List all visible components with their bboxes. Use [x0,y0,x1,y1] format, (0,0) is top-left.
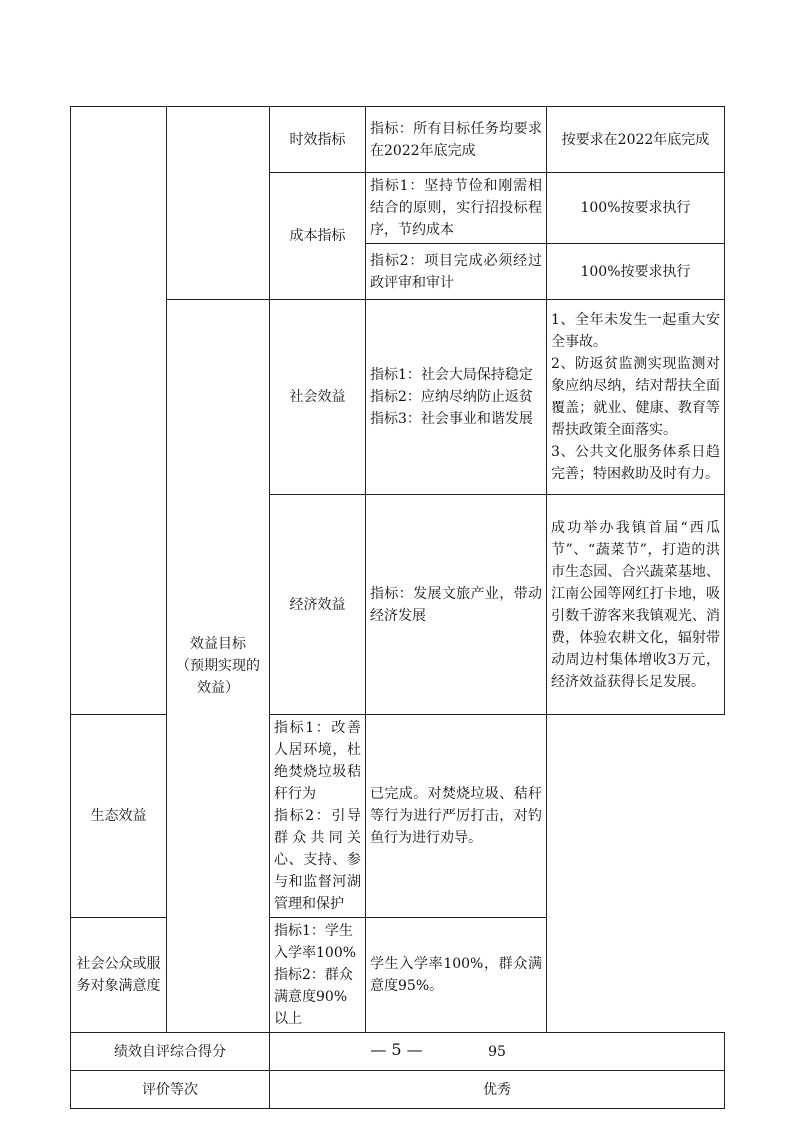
satisfaction-indicator: 指标1：学生入学率100% 指标2：群众满意度90%以上 [270,918,366,1033]
timeliness-indicator: 指标：所有目标任务均要求在2022年底完成 [366,107,547,173]
ecological-benefit-value: 已完成。对焚烧垃圾、秸秆等行为进行严厉打击，对钓鱼行为进行劝导。 [366,715,547,918]
blank-category-cell [167,107,270,300]
satisfaction-label: 社会公众或服务对象满意度 [71,918,167,1033]
economic-benefit-label: 经济效益 [270,495,366,715]
cost-value-2: 100%按要求执行 [547,244,725,300]
score-label: 绩效自评综合得分 [71,1033,270,1071]
satisfaction-value: 学生入学率100%，群众满意度95%。 [366,918,547,1033]
cost-indicator-1: 指标1：坚持节俭和刚需相结合的原则，实行招投标程序，节约成本 [366,173,547,244]
economic-benefit-value: 成功举办我镇首届“西瓜节”、“蔬菜节”，打造的洪市生态园、合兴蔬菜基地、江南公园等网红打卡地，吸引数千游客来我镇观光、消费，体验农耕文化，辐射带动周边村集体增收3万元，经济效益获得长足发展。 [547,495,725,715]
table-row [71,107,725,173]
table-row [71,300,725,495]
social-benefit-value: 1、全年未发生一起重大安全事故。 2、防返贫监测实现监测对象应纳尽纳，结对帮扶全面覆盖；就业、健康、教育等帮扶政策全面落实。 3、公共文化服务体系日趋完善；特困救助及时有力。 [547,300,725,495]
economic-benefit-indicator: 指标：发展文旅产业，带动经济发展 [366,495,547,715]
social-benefit-label: 社会效益 [270,300,366,495]
table-row [71,1071,725,1109]
benefit-goal-label: 效益目标 （预期实现的效益） [167,300,270,1033]
cost-value-1: 100%按要求执行 [547,173,725,244]
grade-value: 优秀 [270,1071,725,1109]
ecological-benefit-indicator: 指标1：改善人居环境，杜绝焚烧垃圾秸秆行为 指标2：引导群众共同关心、支持、参与和监督河湖管理和保护 [270,715,366,918]
grade-label: 评价等次 [71,1071,270,1109]
social-benefit-indicator: 指标1：社会大局保持稳定 指标2：应纳尽纳防止返贫 指标3：社会事业和谐发展 [366,300,547,495]
timeliness-value: 按要求在2022年底完成 [547,107,725,173]
cost-indicator-2: 指标2：项目完成必须经过政评审和审计 [366,244,547,300]
performance-table [70,106,725,1109]
cost-label: 成本指标 [270,173,366,300]
ecological-benefit-label: 生态效益 [71,715,167,918]
page-number: — 5 — [370,1040,423,1059]
outer-blank-cell [71,107,167,715]
score-value: 95 [270,1033,725,1071]
timeliness-label: 时效指标 [270,107,366,173]
